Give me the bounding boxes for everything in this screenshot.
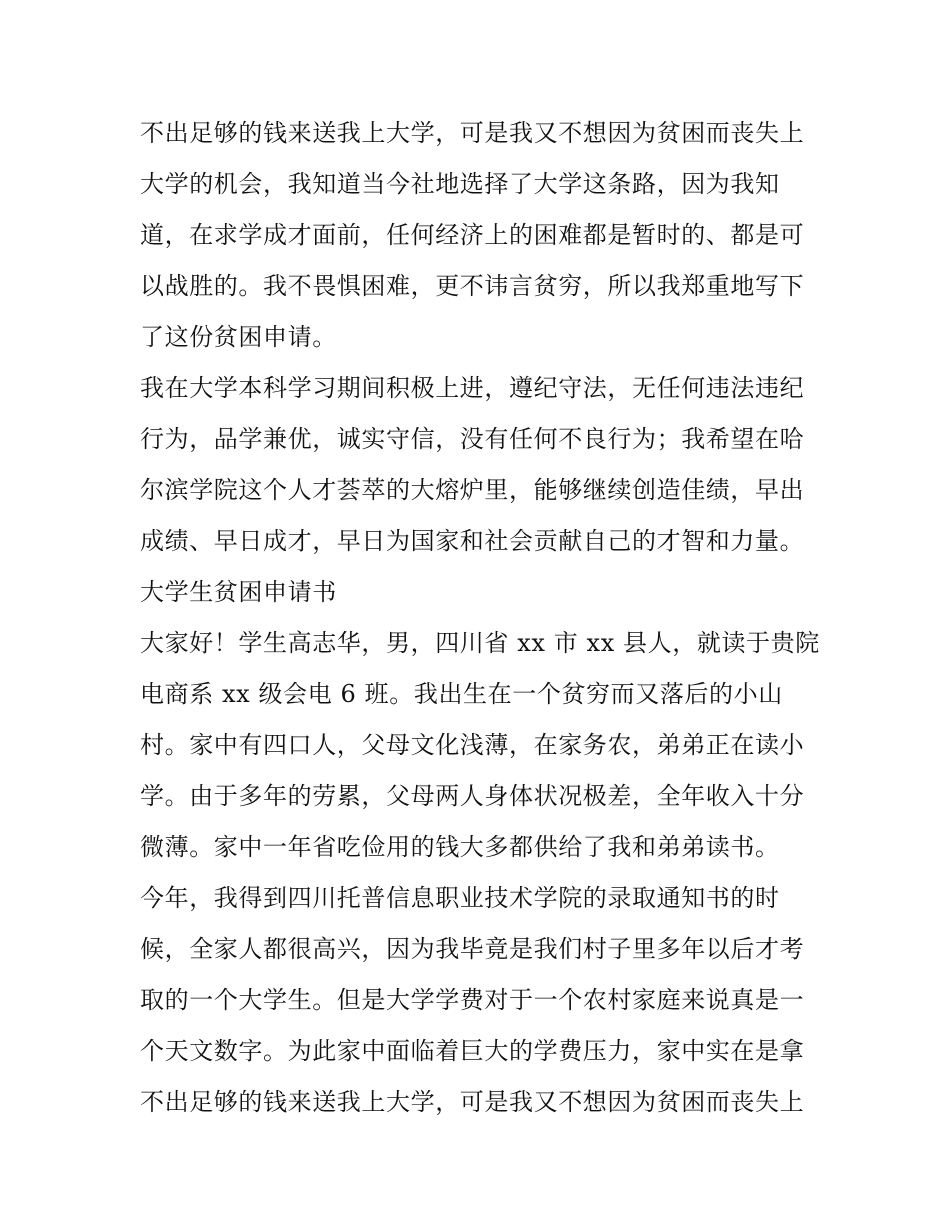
body-text	[140, 108, 820, 1128]
text-line: 了这份贫困申请。	[140, 323, 337, 351]
text-line: 电商系 xx 级会电 6 班。我出生在一个贫穷而又落后的小山	[140, 680, 783, 708]
text-line: 大学的机会，我知道当今社地选择了大学这条路，因为我知	[140, 170, 780, 198]
text-line: 候，全家人都很高兴，因为我毕竟是我们村子里多年以后才考	[140, 935, 805, 963]
text-line: 行为，品学兼优，诚实守信，没有任何不良行为；我希望在哈	[140, 425, 805, 453]
text-line: 学。由于多年的劳累，父母两人身体状况极差，全年收入十分	[140, 782, 805, 810]
text-line: 个天文数字。为此家中面临着巨大的学费压力，家中实在是拿	[140, 1037, 805, 1065]
text-line: 尔滨学院这个人才荟萃的大熔炉里，能够继续创造佳绩，早出	[140, 476, 805, 504]
text-line: 我在大学本科学习期间积极上进，遵纪守法，无任何违法违纪	[140, 374, 805, 402]
section-title: 大学生贫困申请书	[140, 578, 337, 606]
text-line: 不出足够的钱来送我上大学，可是我又不想因为贫困而丧失上	[140, 119, 805, 147]
text-line: 村。家中有四口人，父母文化浅薄，在家务农，弟弟正在读小	[140, 731, 805, 759]
text-line: 取的一个大学生。但是大学学费对于一个农村家庭来说真是一	[140, 986, 805, 1014]
text-line: 大家好！学生高志华，男，四川省 xx 市 xx 县人，就读于贵院	[140, 629, 820, 657]
text-line: 不出足够的钱来送我上大学，可是我又不想因为贫困而丧失上	[140, 1088, 805, 1116]
text-line: 道，在求学成才面前，任何经济上的困难都是暂时的、都是可	[140, 221, 805, 249]
text-line: 成绩、早日成才，早日为国家和社会贡献自己的才智和力量。	[140, 527, 805, 555]
text-line: 今年，我得到四川托普信息职业技术学院的录取通知书的时	[140, 884, 780, 912]
text-line: 微薄。家中一年省吃俭用的钱大多都供给了我和弟弟读书。	[140, 833, 780, 861]
text-line: 以战胜的。我不畏惧困难，更不讳言贫穷，所以我郑重地写下	[140, 272, 805, 300]
